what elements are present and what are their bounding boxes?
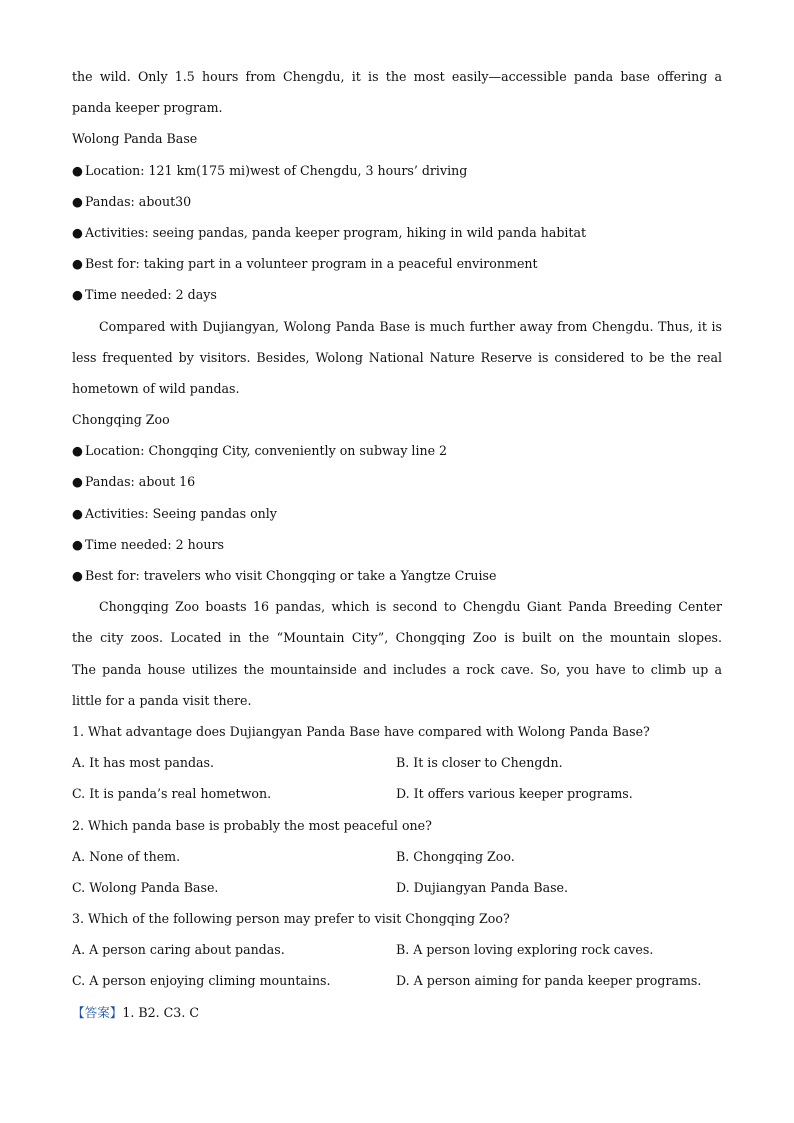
- bullet-icon: ●: [72, 162, 83, 178]
- option-row: [72, 872, 722, 903]
- bullet-icon: ●: [72, 568, 83, 583]
- option-b: B. It is closer to Chengdn.: [396, 755, 563, 771]
- paragraph-line: The panda house utilizes the mountainside and includes a rock cave. So, you have to climb up a: [72, 661, 722, 677]
- option-row: [72, 778, 722, 809]
- question-stem: 2. Which panda base is probably the most peaceful one?: [72, 817, 432, 833]
- passage-content: [72, 61, 722, 1028]
- paragraph-line: less frequented by visitors. Besides, Wolong National Nature Reserve is considered to be the real: [72, 349, 722, 365]
- answer-text: 1. B2. C3. C: [122, 1004, 199, 1020]
- bullet-icon: ●: [72, 443, 83, 459]
- option-c: C. A person enjoying climing mountains.: [72, 973, 331, 989]
- bullet-icon: ●: [72, 474, 83, 490]
- bullet-item: ● Time needed: 2 hours: [72, 529, 722, 560]
- option-a: A. A person caring about pandas.: [72, 942, 285, 958]
- option-a: A. It has most pandas.: [72, 755, 214, 771]
- bullet-icon: ●: [72, 536, 83, 552]
- option-a: A. None of them.: [72, 848, 181, 864]
- option-b: B. A person loving exploring rock caves.: [396, 942, 654, 958]
- bullet-item: ● Time needed: 2 days: [72, 279, 722, 310]
- question-stem: 1. What advantage does Dujiangyan Panda Base have compared with Wolong Panda Base?: [72, 723, 650, 739]
- option-d: D. Dujiangyan Panda Base.: [396, 879, 568, 895]
- question-stem: 3. Which of the following person may prefer to visit Chongqing Zoo?: [72, 911, 510, 927]
- bullet-item: ● Activities: seeing pandas, panda keeper program, hiking in wild panda habitat: [72, 217, 722, 248]
- bullet-icon: ●: [72, 256, 83, 272]
- paragraph-line: hometown of wild pandas.: [72, 380, 240, 396]
- section-title-wolong: Wolong Panda Base: [72, 131, 198, 147]
- answer-label: 【答案】: [72, 1004, 123, 1020]
- bullet-item: ● Pandas: about30: [72, 186, 722, 217]
- bullet-item: ● Activities: Seeing pandas only: [72, 498, 722, 529]
- bullet-item: ● Location: Chongqing City, conveniently on subway line 2: [72, 435, 722, 466]
- intro-line: panda keeper program.: [72, 100, 223, 116]
- bullet-item: ● Best for: taking part in a volunteer program in a peaceful environment: [72, 248, 722, 279]
- option-row: [72, 965, 722, 996]
- option-row: [72, 841, 722, 872]
- bullet-icon: ●: [72, 505, 83, 521]
- paragraph-line: little for a panda visit there.: [72, 692, 252, 708]
- paragraph-line: the city zoos. Located in the “Mountain City”, Chongqing Zoo is built on the mountain slopes.: [72, 630, 722, 646]
- option-c: C. It is panda’s real hometwon.: [72, 786, 272, 802]
- bullet-icon: ●: [72, 193, 83, 209]
- bullet-item: ● Pandas: about 16: [72, 466, 722, 497]
- option-c: C. Wolong Panda Base.: [72, 879, 219, 895]
- paragraph-line: Compared with Dujiangyan, Wolong Panda Base is much further away from Chengdu. Thus, it is: [99, 318, 722, 334]
- option-row: [72, 934, 722, 965]
- option-b: B. Chongqing Zoo.: [396, 848, 515, 864]
- option-d: D. A person aiming for panda keeper programs.: [396, 973, 702, 989]
- option-row: [72, 747, 722, 778]
- answer-line: [72, 997, 722, 1028]
- bullet-item: ● Best for: travelers who visit Chongqing or take a Yangtze Cruise: [72, 560, 722, 591]
- bullet-icon: ●: [72, 224, 83, 240]
- option-d: D. It offers various keeper programs.: [396, 786, 633, 802]
- paragraph-line: Chongqing Zoo boasts 16 pandas, which is second to Chengdu Giant Panda Breeding Center: [99, 599, 722, 615]
- bullet-item: ● Location: 121 km(175 mi)west of Chengdu, 3 hours’ driving: [72, 155, 722, 186]
- section-title-chongqing: Chongqing Zoo: [72, 412, 170, 428]
- bullet-icon: ●: [72, 287, 83, 303]
- intro-line: the wild. Only 1.5 hours from Chengdu, it is the most easily—accessible panda base offering a: [72, 69, 722, 84]
